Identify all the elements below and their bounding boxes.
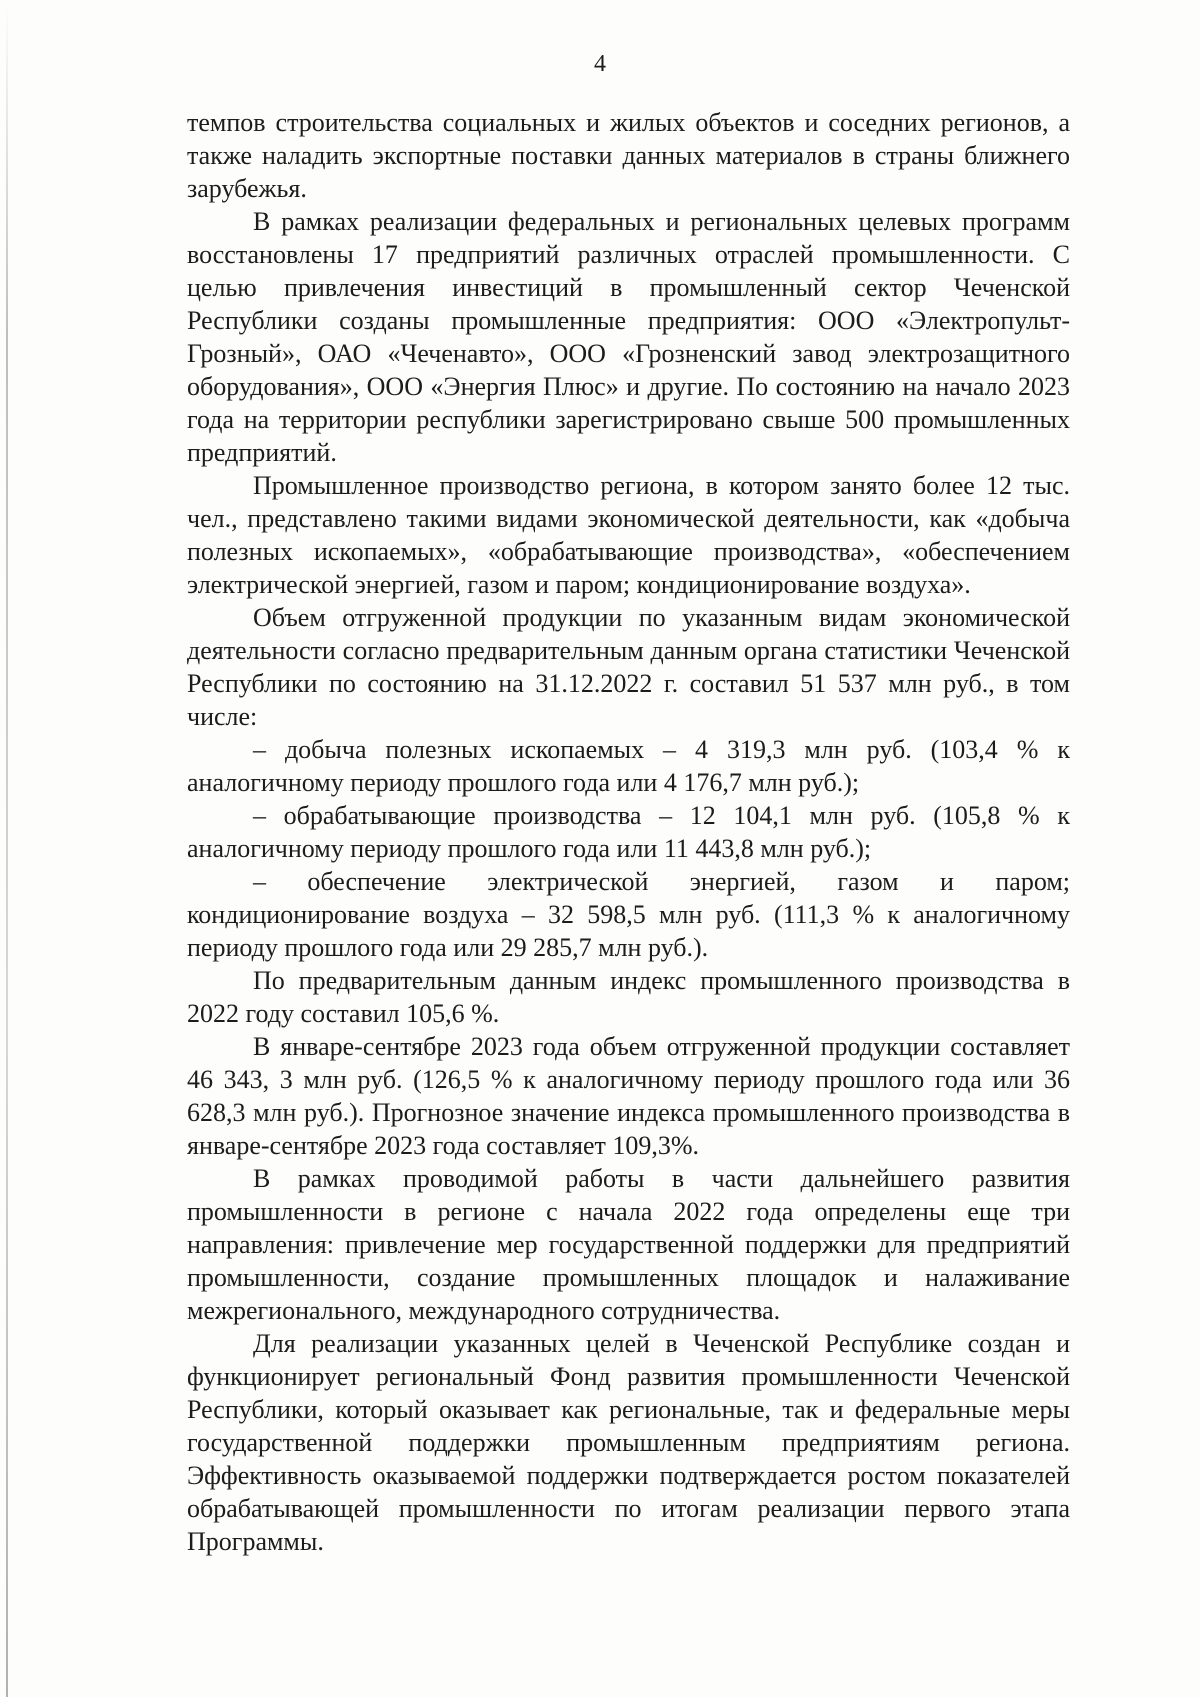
list-item-manufacturing: – обрабатывающие производства – 12 104,1 млн руб. (105,8 % к аналогичному периоду прошлого года или 11 443,8 млн руб.); (187, 801, 1070, 863)
paragraph-shipped-volume: Объем отгруженной продукции по указанным видам экономической деятельности согласно предварительным данным органа статистики Чеченской Республики по состоянию на 31.12.2022 г. составил 51 537 млн руб., в том числе: (187, 603, 1070, 731)
paragraph-production-index: По предварительным данным индекс промышленного производства в 2022 году составил 105,6 %. (187, 966, 1070, 1028)
paragraph-continuation: темпов строительства социальных и жилых объектов и соседних регионов, а также наладить экспортные поставки данных материалов в страны ближнего зарубежья. (187, 108, 1070, 203)
paragraph-directions: В рамках проводимой работы в части дальнейшего развития промышленности в регионе с начала 2022 года определены еще три направления: привлечение мер государственной поддержки для предприятий промышленности, создание промышленных площадок и налаживание межрегионального, международного сотрудничества. (187, 1164, 1070, 1325)
paragraph-development-fund: Для реализации указанных целей в Чеченской Республике создан и функционирует региональный Фонд развития промышленности Чеченской Республики, который оказывает как региональные, так и федеральные меры государственной поддержки промышленным предприятиям региона. Эффективность оказываемой поддержки подтверждается ростом показателей обрабатывающей промышленности по итогам реализации первого этапа Программы. (187, 1329, 1070, 1556)
page-number: 4 (594, 51, 606, 77)
paragraph-industrial-production: Промышленное производство региона, в котором занято более 12 тыс. чел., представлено такими видами экономической деятельности, как «добыча полезных ископаемых», «обрабатывающие производства», «обеспечением электрической энергией, газом и паром; кондиционирование воздуха». (187, 471, 1070, 599)
document-body (187, 106, 1070, 1558)
scan-edge-shadow (6, 0, 8, 1697)
list-item-mining: – добыча полезных ископаемых – 4 319,3 млн руб. (103,4 % к аналогичному периоду прошлого года или 4 176,7 млн руб.); (187, 735, 1070, 797)
paragraph-jan-sep-2023: В январе-сентябре 2023 года объем отгруженной продукции составляет 46 343, 3 млн руб. (126,5 % к аналогичному периоду прошлого года или 36 628,3 млн руб.). Прогнозное значение индекса промышленного производства в январе-сентябре 2023 года составляет 109,3%. (187, 1032, 1070, 1160)
list-item-energy: – обеспечение электрической энергией, газом и паром; кондиционирование воздуха – 32 598,5 млн руб. (111,3 % к аналогичному периоду прошлого года или 29 285,7 млн руб.). (187, 867, 1070, 962)
paragraph-programs: В рамках реализации федеральных и региональных целевых программ восстановлены 17 предприятий различных отраслей промышленности. С целью привлечения инвестиций в промышленный сектор Чеченской Республики созданы промышленные предприятия: ООО «Электропульт-Грозный», ОАО «Чеченавто», ООО «Грозненский завод электрозащитного оборудования», ООО «Энергия Плюс» и другие. По состоянию на начало 2023 года на территории республики зарегистрировано свыше 500 промышленных предприятий. (187, 207, 1070, 467)
